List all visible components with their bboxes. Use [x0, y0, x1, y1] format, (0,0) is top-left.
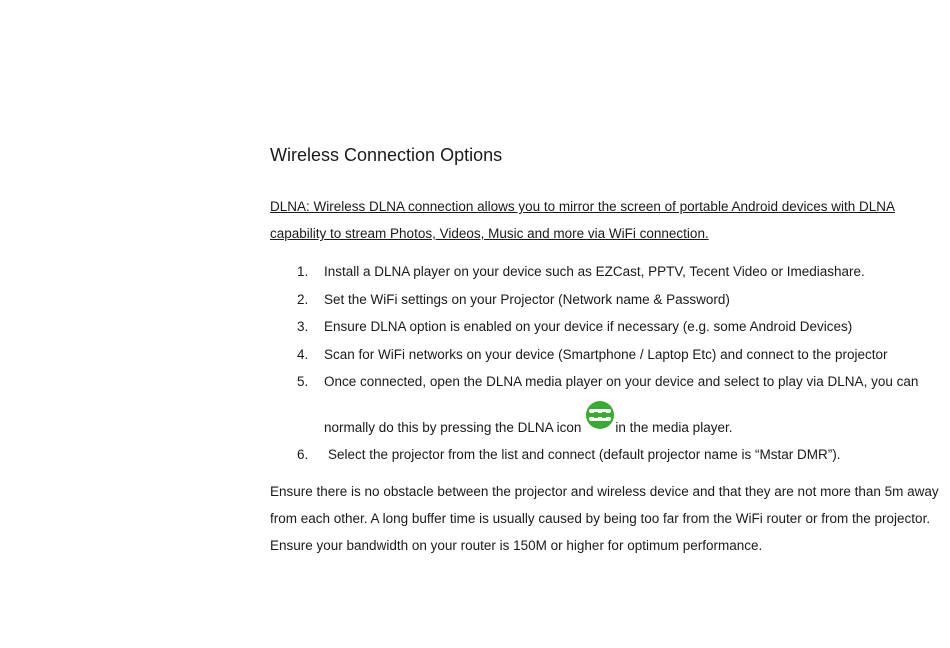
- closing-line: Ensure your bandwidth on your router is 150M or higher for optimum performance.: [270, 538, 763, 553]
- list-item: [270, 313, 950, 341]
- step-number: 2.: [297, 291, 309, 307]
- step-text: Set the WiFi settings on your Projector (Network name & Password): [324, 291, 730, 307]
- closing-line: from each other. A long buffer time is usually caused by being too far from the WiFi router or from the projector.: [270, 511, 931, 526]
- step-text: Select the projector from the list and connect (default projector name is “Mstar DMR”).: [328, 447, 841, 462]
- step-text: Once connected, open the DLNA media player on your device and select to play via DLNA, you can: [324, 374, 919, 389]
- list-item: [270, 368, 950, 441]
- step-text: Install a DLNA player on your device such as EZCast, PPTV, Tecent Video or Imediashare.: [324, 264, 865, 279]
- closing-line: Ensure there is no obstacle between the projector and wireless device and that they are not more than 5m away: [270, 484, 939, 499]
- list-item: [270, 258, 950, 286]
- step-number: 3.: [297, 319, 309, 334]
- dlna-icon: [585, 400, 615, 430]
- dlna-intro-paragraph: DLNA: Wireless DLNA connection allows you to mirror the screen of portable Android devices with DLNA capability to stream Photos, Videos, Music and more via WiFi connection.: [270, 199, 896, 241]
- closing-paragraph: [270, 478, 950, 559]
- list-item: [270, 441, 950, 469]
- page-title: Wireless Connection Options: [270, 145, 503, 165]
- step-number: 4.: [297, 346, 309, 362]
- list-item: [270, 341, 950, 369]
- step-text-continued: [324, 396, 950, 442]
- step-number: 5.: [297, 374, 309, 389]
- steps-list: [270, 258, 950, 469]
- step-number: 6.: [297, 447, 309, 462]
- list-item: [270, 286, 950, 314]
- step-text-part: in the media player.: [615, 419, 733, 435]
- step-text: Scan for WiFi networks on your device (Smartphone / Laptop Etc) and connect to the projector: [324, 346, 888, 362]
- step-number: 1.: [297, 264, 309, 279]
- step-text: Ensure DLNA option is enabled on your device if necessary (e.g. some Android Devices): [324, 319, 853, 334]
- step-text-part: normally do this by pressing the DLNA icon: [324, 419, 582, 435]
